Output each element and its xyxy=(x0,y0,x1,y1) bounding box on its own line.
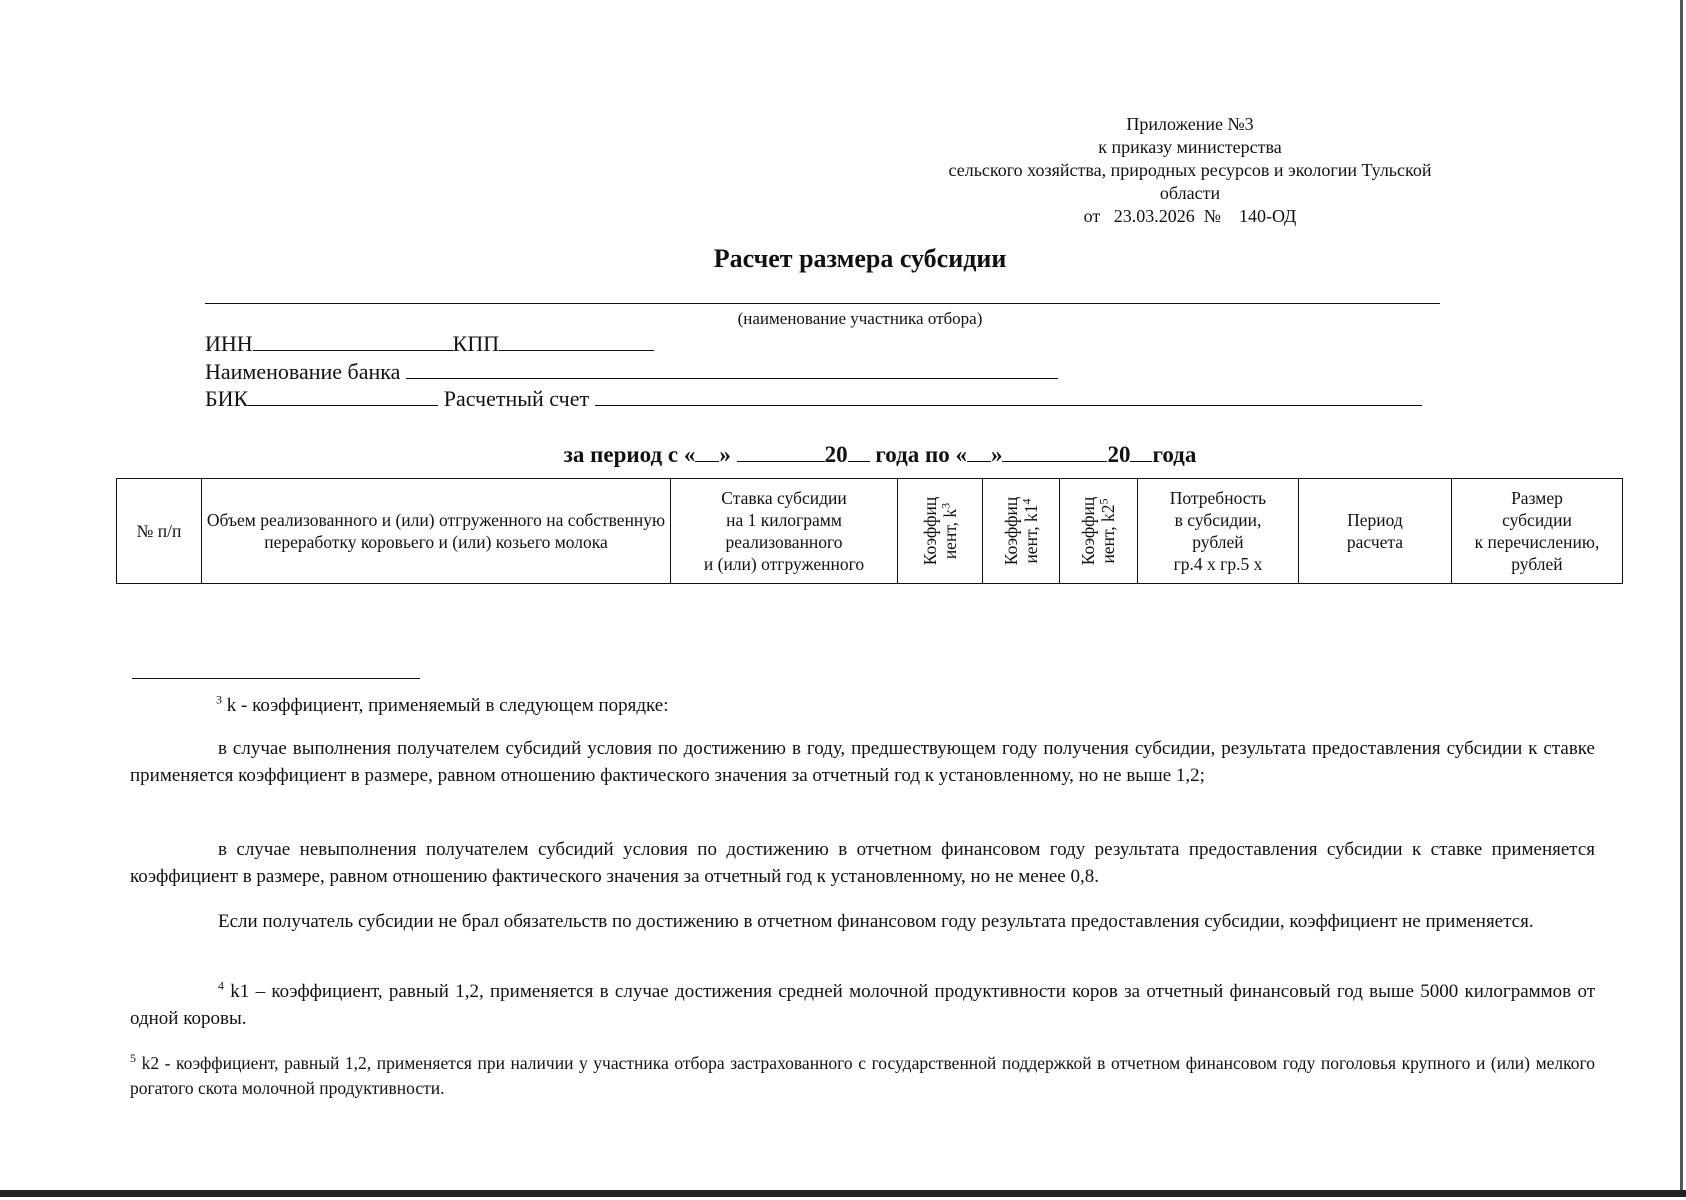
appendix-header xyxy=(880,113,1500,228)
appendix-order: к приказу министерства xyxy=(1098,137,1282,157)
footnote-3-paragraph-2: в случае невыполнения получателем субсидий условия по достижению в отчетном финансовом году результата предоставления субсидии к ставке применяется коэффициент в размере, равном отношению фактического значения за отчетный год к установленному, но не менее 0,8. xyxy=(130,839,1595,887)
bik-field[interactable] xyxy=(248,385,438,406)
bik-account-row xyxy=(205,385,1422,412)
col-coef-k: Коэффиц иент, $k^3$ xyxy=(898,479,983,584)
appendix-number: Приложение №3 xyxy=(1126,114,1254,134)
period-from-day[interactable] xyxy=(695,441,719,462)
period-from-month[interactable] xyxy=(737,441,825,462)
footnote-5: $^5$ k2 - коэффициент, равный 1,2, применяется при наличии у участника отбора застрахованного с государственной поддержкой в отчетном финансовом году поголовья крупного и (или) мелкого рогатого скота молочной продуктивности. xyxy=(130,1051,1595,1098)
participant-caption: (наименование участника отбора) xyxy=(737,309,983,328)
scan-right-edge xyxy=(1680,0,1683,1190)
period-line xyxy=(380,441,1380,468)
col-rate: Ставка субсидии на 1 килограмм реализованного и (или) отгруженного xyxy=(671,479,898,584)
footnote-3-intro: $^3$ k - коэффициент, применяемый в следующем порядке: xyxy=(216,692,669,716)
participant-name-line xyxy=(205,303,1440,304)
col-coef-k2: Коэффиц иент, $k2^5$ xyxy=(1060,479,1137,584)
period-to-label: года по « xyxy=(875,442,967,467)
period-from-label: за период с « xyxy=(563,442,696,467)
bik-label: БИК xyxy=(205,386,249,411)
appendix-ministry: сельского хозяйства, природных ресурсов и экологии Тульской xyxy=(948,160,1432,180)
col-period: Период расчета xyxy=(1298,479,1451,584)
table-header-row xyxy=(117,479,1623,584)
period-to-quote: » xyxy=(990,442,1003,467)
scan-bottom-edge xyxy=(0,1190,1686,1197)
period-to-year-prefix: 20 xyxy=(1107,442,1131,467)
page-title: Расчет размера субсидии xyxy=(713,244,1007,273)
period-from-year-prefix: 20 xyxy=(824,442,848,467)
col-number: № п/п xyxy=(117,479,202,584)
period-to-day[interactable] xyxy=(967,441,991,462)
col-coef-k1: Коэффиц иент, $k1^4$ xyxy=(983,479,1060,584)
footnote-4: $^4$ k1 – коэффициент, равный 1,2, применяется в случае достижения средней молочной продуктивности коров за отчетный финансовый год выше 5000 килограммов от одной коровы. xyxy=(130,978,1595,1029)
appendix-date-number: от 23.03.2026 № 140-ОД xyxy=(1083,206,1297,226)
kpp-field[interactable] xyxy=(499,330,654,351)
col-amount: Размер субсидии к перечислению, рублей xyxy=(1451,479,1622,584)
period-from-quote: » xyxy=(719,442,731,467)
period-to-year[interactable] xyxy=(1130,441,1152,462)
period-from-year[interactable] xyxy=(848,441,870,462)
inn-kpp-row xyxy=(205,330,654,357)
inn-field[interactable] xyxy=(253,330,453,351)
period-to-month[interactable] xyxy=(1002,441,1107,462)
footnote-3-paragraph-3: Если получатель субсидии не брал обязательств по достижению в отчетном финансовом году результата предоставления субсидии, коэффициент не применяется. xyxy=(218,911,1534,932)
bank-row xyxy=(205,358,1058,385)
footnote-3-paragraph-1: в случае выполнения получателем субсидий условия по достижению в году, предшествующем году получения субсидии, результата предоставления субсидии к ставке применяется коэффициент в размере, равном отношению фактического значения за отчетный год к установленному, но не выше 1,2; xyxy=(130,738,1595,786)
col-need: Потребность в субсидии, рублей гр.4 x гр.5 x xyxy=(1137,479,1298,584)
bank-name-field[interactable] xyxy=(406,358,1058,379)
account-label: Расчетный счет xyxy=(443,386,590,411)
appendix-region: области xyxy=(1159,183,1221,203)
inn-label: ИНН xyxy=(205,331,253,356)
bank-name-label: Наименование банка xyxy=(205,359,401,384)
footnote-separator xyxy=(132,678,420,679)
col-volume: Объем реализованного и (или) отгруженного на собственную переработку коровьего и (или) козьего молока xyxy=(202,479,671,584)
subsidy-table xyxy=(116,478,1623,584)
period-suffix: года xyxy=(1152,442,1197,467)
kpp-label: КПП xyxy=(452,331,500,356)
account-field[interactable] xyxy=(595,385,1422,406)
